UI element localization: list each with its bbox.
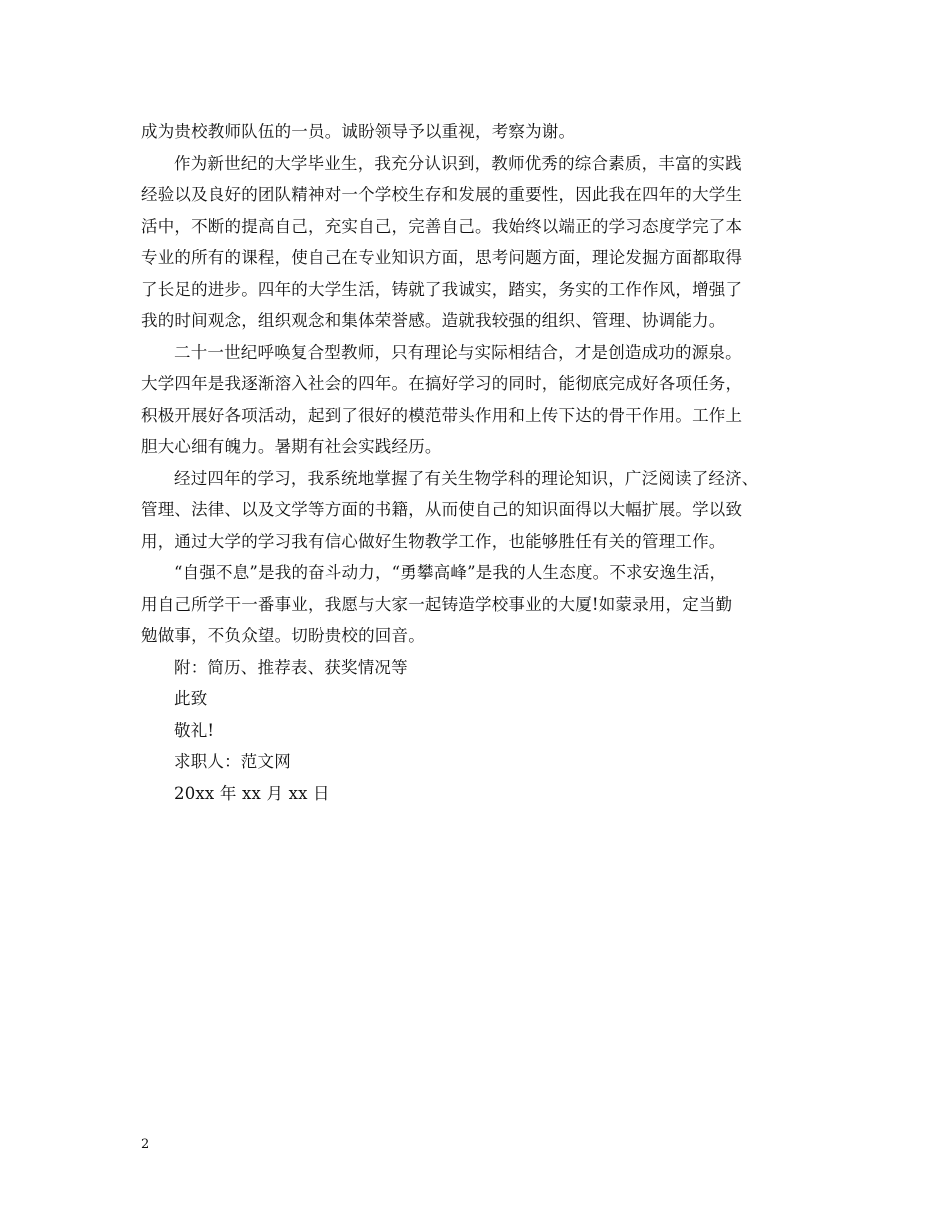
attachments-line: 附：简历、推荐表、获奖情况等 (174, 657, 408, 677)
letter-body (141, 116, 813, 809)
closing-line: 此致 (174, 689, 208, 708)
text-line: 成为贵校教师队伍的一员。诚盼领导予以重视，考察为谢。 (141, 122, 576, 141)
text-line: “自强不息”是我的奋斗动力，“勇攀高峰”是我的人生态度。不求安逸生活， (174, 563, 727, 582)
text-line: 活中，不断的提高自己，充实自己，完善自己。我始终以端正的学习态度学完了本 (141, 216, 743, 236)
salutation-line: 敬礼! (174, 720, 215, 740)
text-line: 作为新世纪的大学毕业生，我充分认识到，教师优秀的综合素质，丰富的实践 (174, 153, 742, 173)
signature-line: 求职人：范文网 (174, 752, 291, 771)
text-line: 经验以及良好的团队精神对一个学校生存和发展的重要性，因此我在四年的大学生 (141, 185, 743, 204)
text-line: 用自己所学干一番事业，我愿与大家一起铸造学校事业的大厦!如蒙录用，定当勤 (141, 594, 733, 614)
text-line: 我的时间观念，组织观念和集体荣誉感。造就我较强的组织、管理、协调能力。 (141, 311, 726, 330)
text-line: 大学四年是我逐渐溶入社会的四年。在搞好学习的同时，能彻底完成好各项任务， (141, 374, 743, 393)
text-line: 二十一世纪呼唤复合型教师，只有理论与实际相结合，才是创造成功的源泉。 (174, 342, 742, 362)
date-line: 20xx 年 xx 月 xx 日 (174, 783, 330, 803)
text-line: 胆大心细有魄力。暑期有社会实践经历。 (141, 437, 442, 456)
text-line: 了长足的进步。四年的大学生活，铸就了我诚实，踏实，务实的工作作风，增强了 (141, 279, 743, 299)
text-line: 管理、法律、以及文学等方面的书籍，从而使自己的知识面得以大幅扩展。学以致 (141, 500, 743, 519)
page-number: 2 (141, 1137, 150, 1152)
text-line: 勉做事，不负众望。切盼贵校的回音。 (141, 626, 425, 645)
text-line: 积极开展好各项活动，起到了很好的模范带头作用和上传下达的骨干作用。工作上 (141, 405, 743, 425)
text-line: 经过四年的学习，我系统地掌握了有关生物学科的理论知识，广泛阅读了经济、 (174, 468, 759, 488)
text-line: 用，通过大学的学习我有信心做好生物教学工作，也能够胜任有关的管理工作。 (141, 531, 726, 551)
text-line: 专业的所有的课程，使自己在专业知识方面，思考问题方面，理论发掘方面都取得 (141, 248, 743, 267)
